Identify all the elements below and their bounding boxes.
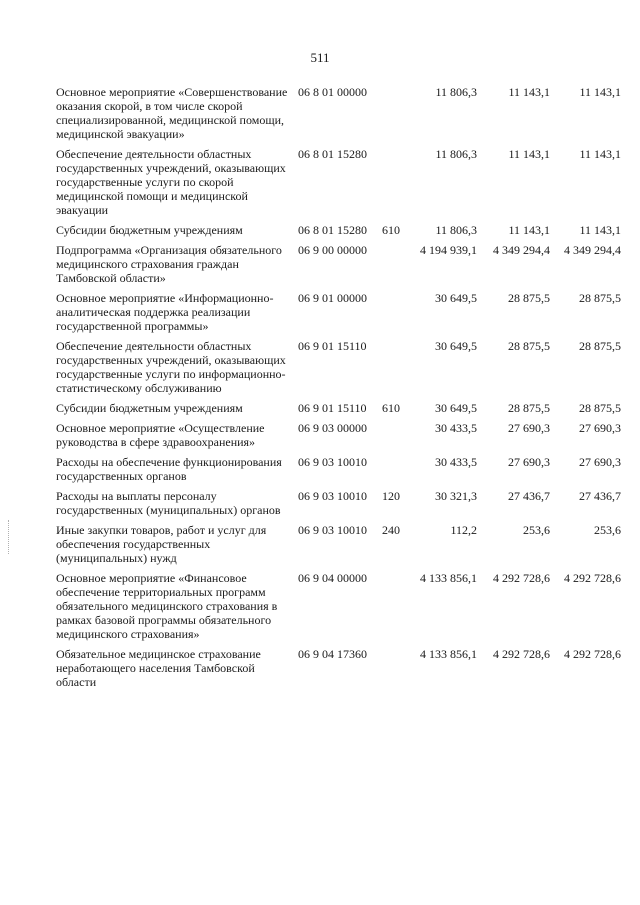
row-value-1: 30 649,5 [435, 291, 477, 305]
row-value-2: 28 875,5 [508, 291, 550, 305]
row-value-2: 11 143,1 [508, 85, 550, 99]
row-name: Основное мероприятие «Осуществление руководства в сфере здравоохранения» [56, 421, 265, 449]
row-code: 06 9 03 10010 [298, 523, 367, 537]
row-expense-type: 240 [382, 523, 400, 537]
row-code: 06 9 01 15110 [298, 401, 367, 415]
row-value-1: 11 806,3 [435, 147, 477, 161]
row-expense-type [382, 243, 404, 291]
row-value-1: 4 133 856,1 [420, 647, 477, 661]
row-name: Обеспечение деятельности областных государственных учреждений, оказывающих государственные услуги по информационно-статистическому обслуживанию [56, 339, 286, 395]
table-row [56, 401, 621, 421]
row-name: Основное мероприятие «Информационно-аналитическая поддержка реализации государственной программы» [56, 291, 274, 333]
row-value-2: 4 292 728,6 [493, 647, 550, 661]
table-row [56, 523, 621, 571]
row-expense-type [382, 455, 404, 489]
table-row [56, 291, 621, 339]
row-expense-type [382, 339, 404, 401]
row-value-2: 253,6 [523, 523, 550, 537]
budget-table [56, 85, 621, 695]
row-code: 06 9 01 15110 [298, 339, 367, 353]
row-value-1: 112,2 [450, 523, 477, 537]
table-row [56, 147, 621, 223]
row-code: 06 9 00 00000 [298, 243, 367, 257]
row-value-1: 4 133 856,1 [420, 571, 477, 585]
row-value-3: 4 349 294,4 [564, 243, 621, 257]
row-expense-type [382, 291, 404, 339]
row-value-3: 4 292 728,6 [564, 571, 621, 585]
row-value-1: 30 433,5 [435, 455, 477, 469]
row-code: 06 9 03 00000 [298, 421, 367, 435]
row-code: 06 9 04 00000 [298, 571, 367, 585]
row-name: Расходы на выплаты персоналу государственных (муниципальных) органов [56, 489, 281, 517]
row-value-2: 28 875,5 [508, 339, 550, 353]
row-expense-type: 610 [382, 223, 400, 237]
row-expense-type [382, 571, 404, 647]
row-value-3: 27 690,3 [579, 421, 621, 435]
row-value-3: 27 436,7 [579, 489, 621, 503]
table-row [56, 85, 621, 147]
row-name: Подпрограмма «Организация обязательного медицинского страхования граждан Тамбовской области» [56, 243, 282, 285]
row-value-1: 30 433,5 [435, 421, 477, 435]
table-row [56, 489, 621, 523]
row-name: Основное мероприятие «Совершенствование оказания скорой, в том числе скорой специализированной, медицинской помощи, медицинской эвакуации» [56, 85, 288, 141]
row-value-2: 27 690,3 [508, 421, 550, 435]
row-code: 06 8 01 00000 [298, 85, 367, 99]
row-value-2: 27 690,3 [508, 455, 550, 469]
row-value-2: 4 292 728,6 [493, 571, 550, 585]
row-value-1: 11 806,3 [435, 85, 477, 99]
row-value-3: 11 143,1 [579, 85, 621, 99]
row-code: 06 8 01 15280 [298, 223, 367, 237]
row-expense-type [382, 147, 404, 223]
row-value-2: 28 875,5 [508, 401, 550, 415]
row-value-1: 30 649,5 [435, 339, 477, 353]
table-row [56, 421, 621, 455]
row-code: 06 9 01 00000 [298, 291, 367, 305]
row-value-3: 28 875,5 [579, 291, 621, 305]
row-name: Обеспечение деятельности областных государственных учреждений, оказывающих государственные услуги по скорой медицинской помощи и медицинской эвакуации [56, 147, 286, 217]
row-expense-type: 610 [382, 401, 400, 415]
row-expense-type: 120 [382, 489, 400, 503]
row-expense-type [382, 647, 404, 695]
table-row [56, 223, 621, 243]
margin-mark [8, 520, 11, 554]
row-value-2: 27 436,7 [508, 489, 550, 503]
row-value-2: 4 349 294,4 [493, 243, 550, 257]
row-value-1: 30 321,3 [435, 489, 477, 503]
row-value-3: 28 875,5 [579, 401, 621, 415]
row-name: Иные закупки товаров, работ и услуг для обеспечения государственных (муниципальных) нужд [56, 523, 267, 565]
row-value-3: 27 690,3 [579, 455, 621, 469]
table-body [56, 85, 621, 695]
row-expense-type [382, 85, 404, 147]
table-row [56, 243, 621, 291]
row-value-3: 4 292 728,6 [564, 647, 621, 661]
row-code: 06 9 03 10010 [298, 455, 367, 469]
row-value-3: 28 875,5 [579, 339, 621, 353]
row-name: Субсидии бюджетным учреждениям [56, 223, 243, 237]
table-row [56, 455, 621, 489]
row-name: Обязательное медицинское страхование неработающего населения Тамбовской области [56, 647, 261, 689]
row-name: Основное мероприятие «Финансовое обеспечение территориальных программ обязательного медицинского страхования в рамках базовой программы обязательного медицинского страхования» [56, 571, 278, 641]
row-value-2: 11 143,1 [508, 147, 550, 161]
row-value-3: 253,6 [594, 523, 621, 537]
row-code: 06 8 01 15280 [298, 147, 367, 161]
page-number: 511 [310, 50, 330, 65]
row-name: Субсидии бюджетным учреждениям [56, 401, 243, 415]
row-code: 06 9 04 17360 [298, 647, 367, 661]
row-value-1: 4 194 939,1 [420, 243, 477, 257]
table-row [56, 339, 621, 401]
row-value-1: 30 649,5 [435, 401, 477, 415]
row-name: Расходы на обеспечение функционирования государственных органов [56, 455, 282, 483]
table-row [56, 571, 621, 647]
row-value-1: 11 806,3 [435, 223, 477, 237]
row-expense-type [382, 421, 404, 455]
row-value-3: 11 143,1 [579, 223, 621, 237]
row-value-3: 11 143,1 [579, 147, 621, 161]
row-code: 06 9 03 10010 [298, 489, 367, 503]
table-row [56, 647, 621, 695]
row-value-2: 11 143,1 [508, 223, 550, 237]
